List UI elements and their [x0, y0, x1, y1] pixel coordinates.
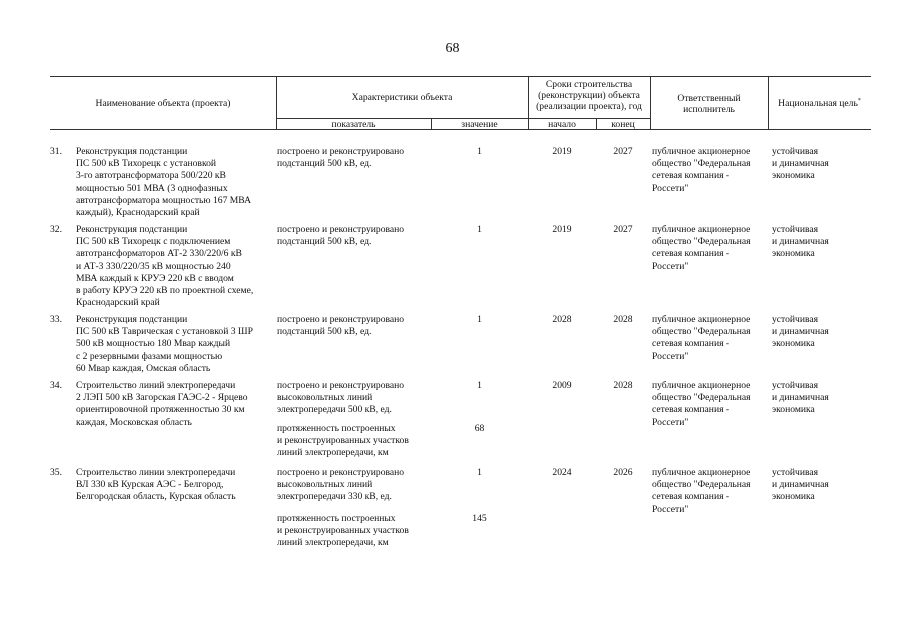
responsible-executor: публичное акционерное общество "Федеральная сетевая компания - Россети" [652, 146, 751, 194]
end-year: 2028 [613, 314, 633, 325]
header-goal: Национальная цель* [778, 97, 861, 109]
indicator-label: построено и реконструировано подстанций 500 кВ, ед. [277, 224, 405, 248]
header-start: начало [548, 119, 576, 130]
indicator-label: протяженность построенных и реконструированных участков линий электропередачи, км [277, 513, 409, 549]
start-year: 2024 [552, 467, 572, 478]
end-year: 2027 [613, 146, 633, 157]
responsible-executor: публичное акционерное общество "Федеральная сетевая компания - Россети" [652, 224, 751, 272]
start-year: 2019 [552, 146, 572, 157]
start-year: 2019 [552, 224, 572, 235]
object-name: Реконструкция подстанции ПС 500 кВ Таврическая с установкой 3 ШР 500 кВ мощностью 180 Мвар каждый с 2 резервными фазами мощностью 60 Мвар каждая, Омская область [76, 314, 253, 374]
header-name: Наименование объекта (проекта) [95, 98, 231, 109]
row-number: 33. [50, 314, 62, 325]
indicator-value: 145 [472, 513, 487, 524]
footnote-mark: * [857, 97, 861, 104]
national-goal: устойчивая и динамичная экономика [772, 467, 829, 503]
row-number: 34. [50, 380, 62, 391]
national-goal: устойчивая и динамичная экономика [772, 380, 829, 416]
header-value: значение [461, 119, 498, 130]
indicator-value: 1 [477, 146, 482, 157]
indicator-value: 68 [474, 423, 485, 434]
end-year: 2028 [613, 380, 633, 391]
national-goal: устойчивая и динамичная экономика [772, 146, 829, 182]
responsible-executor: публичное акционерное общество "Федеральная сетевая компания - Россети" [652, 467, 751, 515]
responsible-executor: публичное акционерное общество "Федеральная сетевая компания - Россети" [652, 314, 751, 362]
indicator-label: построено и реконструировано подстанций 500 кВ, ед. [277, 314, 405, 338]
object-name: Строительство линий электропередачи 2 ЛЭП 500 кВ Загорская ГАЭС-2 - Ярцево ориентировочной протяженностью 30 км каждая, Московская область [76, 380, 248, 428]
national-goal: устойчивая и динамичная экономика [772, 224, 829, 260]
object-name: Реконструкция подстанции ПС 500 кВ Тихорецк с установкой 3-го автотрансформатора 500/220 кВ мощностью 501 МВА (3 однофазных автотрансформатора мощностью 167 МВА каждый), Краснодарский край [76, 146, 252, 219]
end-year: 2026 [613, 467, 633, 478]
indicator-label: построено и реконструировано высоковольтных линий электропередачи 500 кВ, ед. [277, 380, 405, 416]
object-name: Строительство линии электропередачи ВЛ 330 кВ Курская АЭС - Белгород, Белгородская область, Курская область [76, 467, 236, 503]
indicator-value: 1 [477, 467, 482, 478]
end-year: 2027 [613, 224, 633, 235]
header-timeline: Сроки строительства (реконструкции) объекта (реализации проекта), год [536, 79, 642, 112]
row-number: 32. [50, 224, 62, 235]
table-top-rule [50, 76, 871, 77]
start-year: 2009 [552, 380, 572, 391]
indicator-value: 1 [477, 224, 482, 235]
header-end: конец [611, 119, 635, 130]
row-number: 31. [50, 146, 62, 157]
start-year: 2028 [552, 314, 572, 325]
row-number: 35. [50, 467, 62, 478]
header-indicator: показатель [331, 119, 376, 130]
indicator-label: построено и реконструировано подстанций 500 кВ, ед. [277, 146, 405, 170]
header-executor: Ответственный исполнитель [677, 93, 741, 115]
header-characteristics: Характеристики объекта [351, 92, 453, 103]
indicator-value: 1 [477, 314, 482, 325]
responsible-executor: публичное акционерное общество "Федеральная сетевая компания - Россети" [652, 380, 751, 428]
object-name: Реконструкция подстанции ПС 500 кВ Тихорецк с подключением автотрансформаторов АТ-2 330/220/6 кВ и АТ-3 330/220/35 кВ мощностью 240 МВА каждый к КРУЭ 220 кВ с вводом в работу КРУЭ 220 кВ по проектной схеме, Краснодарский край [76, 224, 254, 309]
indicator-value: 1 [477, 380, 482, 391]
indicator-label: построено и реконструировано высоковольтных линий электропередачи 330 кВ, ед. [277, 467, 405, 503]
page-number: 68 [445, 41, 460, 56]
national-goal: устойчивая и динамичная экономика [772, 314, 829, 350]
indicator-label: протяженность построенных и реконструированных участков линий электропередачи, км [277, 423, 409, 459]
